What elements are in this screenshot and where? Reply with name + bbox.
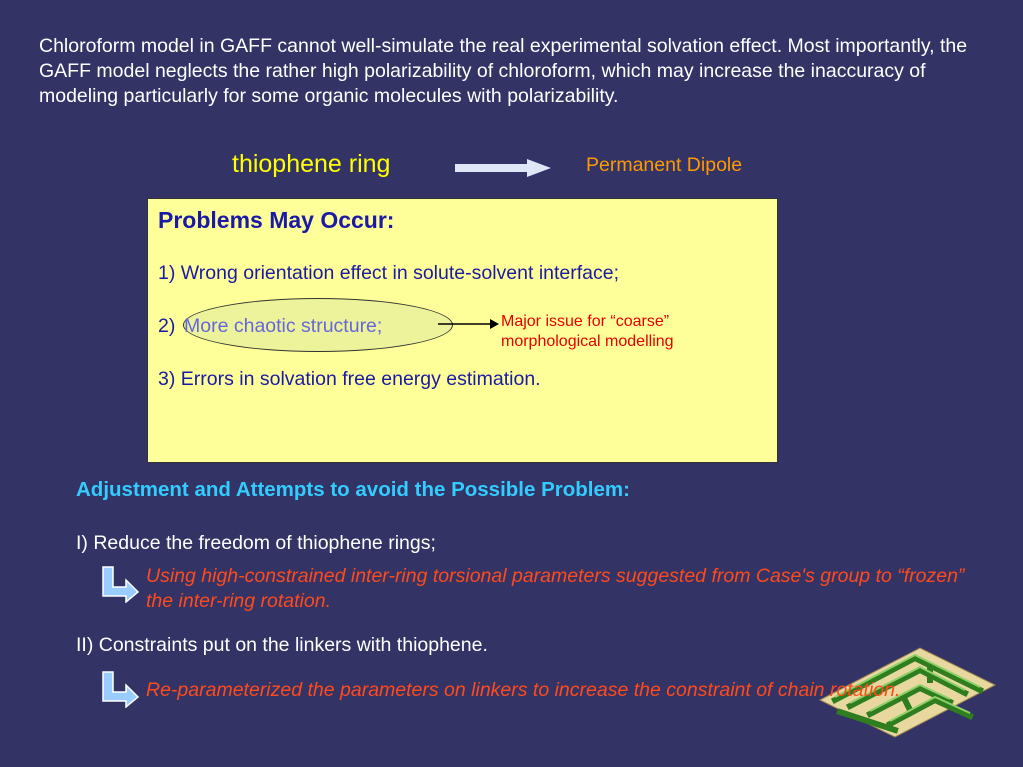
major-issue-note xyxy=(501,312,761,352)
bend-arrow-icon xyxy=(100,565,140,603)
major-issue-note-line-2: morphological modelling xyxy=(501,333,674,350)
step-1-detail: Using high-constrained inter-ring torsional parameters suggested from Case's group to “frozen” the inter-ring rotation. xyxy=(146,565,965,612)
problem-item-2-number: 2) xyxy=(158,315,176,337)
permanent-dipole-label: Permanent Dipole xyxy=(586,154,743,176)
problems-box xyxy=(147,198,778,463)
step-1: I) Reduce the freedom of thiophene rings; xyxy=(76,532,436,554)
right-arrow-icon xyxy=(455,157,555,179)
adjustment-title: Adjustment and Attempts to avoid the Possible Problem: xyxy=(76,478,630,501)
pointer-arrow-icon xyxy=(438,316,500,332)
step-2-detail: Re-parameterized the parameters on linkers to increase the constraint of chain rotation. xyxy=(146,679,901,701)
major-issue-note-line-1: Major issue for “coarse” xyxy=(501,313,670,330)
intro-paragraph: Chloroform model in GAFF cannot well-simulate the real experimental solvation effect. Most importantly, the GAFF model neglects the rather high polarizability of chloroform, which may increase the inaccuracy of modeling particularly for some organic molecules with polarizability. xyxy=(39,35,968,107)
problem-item-1: 1) Wrong orientation effect in solute-solvent interface; xyxy=(158,262,620,284)
problems-title: Problems May Occur: xyxy=(158,207,395,233)
thiophene-ring-label: thiophene ring xyxy=(232,150,391,178)
bend-arrow-icon xyxy=(100,670,140,708)
step-2: II) Constraints put on the linkers with thiophene. xyxy=(76,634,488,656)
problem-item-3: 3) Errors in solvation free energy estimation. xyxy=(158,368,541,390)
problem-item-2-text: More chaotic structure; xyxy=(184,315,383,337)
